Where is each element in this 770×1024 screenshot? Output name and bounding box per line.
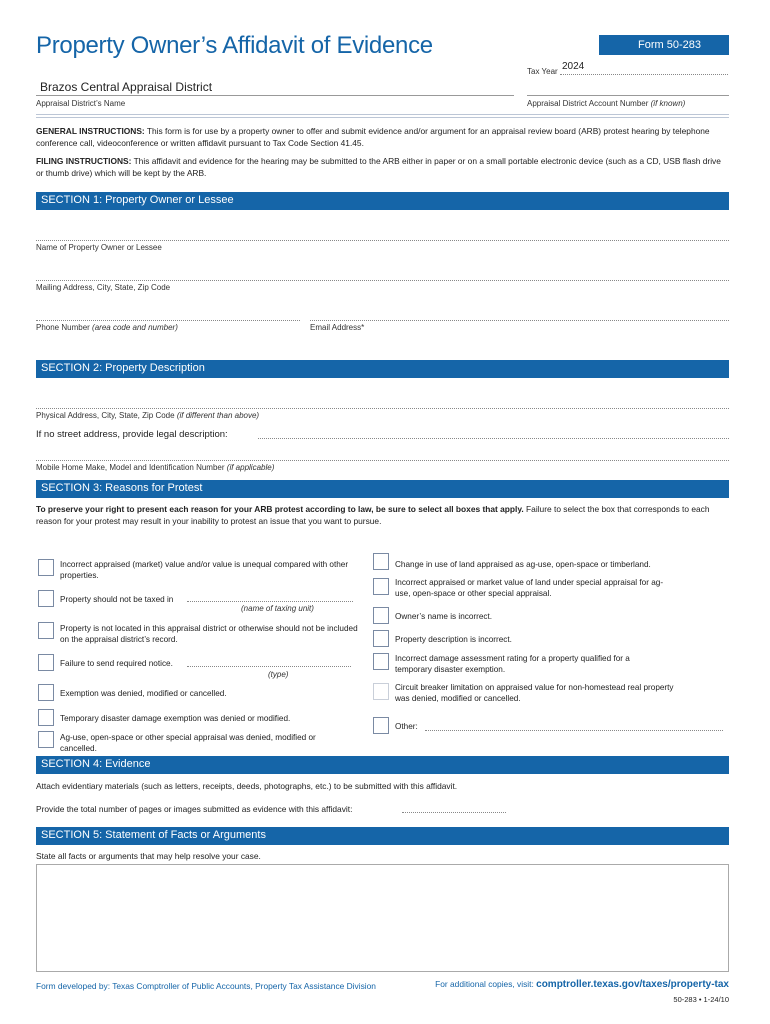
phone-field[interactable] [36, 320, 300, 321]
checkbox-market-value[interactable] [38, 559, 54, 576]
physical-address-field[interactable] [36, 408, 729, 409]
checkbox-not-located[interactable] [38, 622, 54, 639]
checkbox-ag-use[interactable] [38, 731, 54, 748]
pages-count-field[interactable] [402, 812, 506, 813]
district-name-line [36, 95, 514, 96]
notice-type-field[interactable] [187, 666, 351, 667]
checkbox-damage-rating[interactable] [373, 653, 389, 670]
reason-market-value: Incorrect appraised (market) value and/or value is unequal compared with other properties. [60, 560, 349, 580]
mobile-home-label: Mobile Home Make, Model and Identification Number (if applicable) [36, 463, 275, 472]
general-instructions: GENERAL INSTRUCTIONS: This form is for use by a property owner to offer and submit evidence and/or argument for an appraisal review board (ARB) protest hearing by telephone conference call, videoconference or written affidavit pursuant to Tax Code Section 41.45. [36, 126, 710, 148]
reason-notice: Failure to send required notice. [60, 659, 173, 668]
evidence-instructions: Attach evidentiary materials (such as letters, receipts, deeds, photographs, etc.) to be submitted with this affidavit. [36, 781, 458, 791]
reason-circuit-breaker: Circuit breaker limitation on appraised value for non-homestead real property was denied, modified or cancelled. [395, 683, 674, 703]
tax-year-line [560, 74, 728, 75]
statement-prompt: State all facts or arguments that may help resolve your case. [36, 851, 261, 861]
legal-description-label: If no street address, provide legal description: [36, 429, 228, 440]
checkbox-exemption[interactable] [38, 684, 54, 701]
reason-owner-name: Owner’s name is incorrect. [395, 612, 493, 621]
owner-name-label: Name of Property Owner or Lessee [36, 243, 162, 252]
footer-developed-by: Form developed by: Texas Comptroller of Public Accounts, Property Tax Assistance Division [36, 981, 376, 991]
district-name-label: Appraisal District’s Name [36, 99, 126, 108]
reason-not-taxed: Property should not be taxed in [60, 595, 174, 604]
checkbox-description[interactable] [373, 630, 389, 647]
email-label: Email Address* [310, 323, 365, 332]
reason-change-use: Change in use of land appraised as ag-use, open-space or timberland. [395, 560, 651, 569]
section-1-header: SECTION 1: Property Owner or Lessee [36, 192, 729, 210]
email-field[interactable] [310, 320, 729, 321]
district-name-field[interactable]: Brazos Central Appraisal District [40, 80, 213, 94]
mobile-home-field[interactable] [36, 460, 729, 461]
reason-disaster-exemption: Temporary disaster damage exemption was denied or modified. [60, 714, 291, 723]
header-divider [36, 114, 729, 118]
checkbox-change-use[interactable] [373, 553, 389, 570]
reason-ag-use: Ag-use, open-space or other special appraisal was denied, modified or cancelled. [60, 733, 316, 753]
checkbox-other[interactable] [373, 717, 389, 734]
statement-textarea[interactable] [36, 864, 729, 972]
account-number-label: Appraisal District Account Number (if known) [527, 99, 686, 108]
form-revision: 50-283 • 1-24/10 [673, 995, 729, 1004]
legal-description-field[interactable] [258, 438, 729, 439]
pages-count-label: Provide the total number of pages or images submitted as evidence with this affidavit: [36, 804, 353, 814]
taxing-unit-field[interactable] [187, 601, 353, 602]
reason-not-located: Property is not located in this appraisal district or otherwise should not be included on the appraisal district’s record. [60, 624, 358, 644]
section-2-header: SECTION 2: Property Description [36, 360, 729, 378]
section-3-intro: To preserve your right to present each reason for your ARB protest according to law, be sure to select all boxes that apply. Failure to select the box that corresponds to each reason for your protest may result in your inability to protest an issue that you want to pursue. [36, 504, 710, 526]
reason-exemption: Exemption was denied, modified or cancelled. [60, 689, 227, 698]
checkbox-owner-name[interactable] [373, 607, 389, 624]
reason-description: Property description is incorrect. [395, 635, 512, 644]
taxing-unit-note: (name of taxing unit) [241, 604, 314, 613]
physical-address-label: Physical Address, City, State, Zip Code (if different than above) [36, 411, 260, 420]
other-reason-field[interactable] [425, 730, 723, 731]
mailing-address-field[interactable] [36, 280, 729, 281]
reason-damage-rating: Incorrect damage assessment rating for a property qualified for a temporary disaster exemption. [395, 654, 630, 674]
mailing-address-label: Mailing Address, City, State, Zip Code [36, 283, 171, 292]
section-5-header: SECTION 5: Statement of Facts or Arguments [36, 827, 729, 845]
section-4-header: SECTION 4: Evidence [36, 756, 729, 774]
notice-type-note: (type) [268, 670, 289, 679]
account-number-field[interactable] [527, 95, 729, 96]
comptroller-link[interactable]: comptroller.texas.gov/taxes/property-tax [536, 979, 729, 990]
filing-instructions: FILING INSTRUCTIONS: This affidavit and evidence for the hearing may be submitted to the ARB either in paper or on a small portable electronic device (such as a CD, USB flash drive or thumb drive) which will be kept by the ARB. [36, 156, 721, 178]
tax-year-label: Tax Year [527, 67, 558, 76]
checkbox-not-taxed[interactable] [38, 590, 54, 607]
phone-label: Phone Number (area code and number) [36, 323, 178, 332]
tax-year-field[interactable]: 2024 [562, 61, 585, 72]
checkbox-land-value[interactable] [373, 578, 389, 595]
checkbox-disaster-exemption[interactable] [38, 709, 54, 726]
reason-land-value: Incorrect appraised or market value of land under special appraisal for ag-use, open-space or other special appraisal. [395, 578, 664, 598]
footer-copies: For additional copies, visit: comptroller.texas.gov/taxes/property-tax [435, 979, 729, 990]
reason-other: Other: [395, 722, 418, 731]
checkbox-notice[interactable] [38, 654, 54, 671]
form-number-badge: Form 50-283 [599, 35, 729, 55]
form-title: Property Owner’s Affidavit of Evidence [36, 32, 433, 59]
checkbox-circuit-breaker[interactable] [373, 683, 389, 700]
section-3-header: SECTION 3: Reasons for Protest [36, 480, 729, 498]
owner-name-field[interactable] [36, 240, 729, 241]
